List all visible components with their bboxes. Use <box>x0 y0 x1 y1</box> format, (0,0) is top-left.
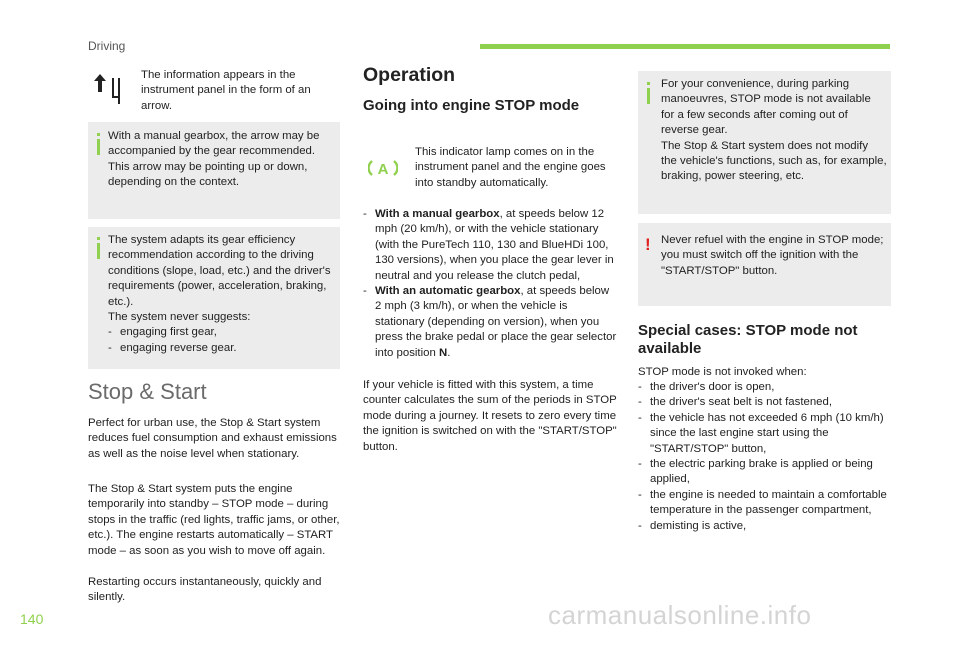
stop-mode-indicator-icon <box>368 157 398 179</box>
list-item: - the engine is needed to maintain a comfortable temperature in the passenger compartment, <box>638 488 892 519</box>
list-item: - engaging reverse gear. <box>108 341 336 356</box>
list-item: - demisting is active, <box>638 519 892 534</box>
list-item: - With a manual gearbox, at speeds below 12 mph (20 km/h), or with the vehicle stationary (with the PureTech 110, 130 and BlueHDi 100, 130 versions), when you place the gear lever in neutral and you release the clutch pedal, <box>363 207 617 284</box>
functions-note-text: The Stop & Start system does not modify the vehicle's functions, such as, for example, braking, power steering, etc. <box>661 139 887 183</box>
list-item: - engaging first gear, <box>108 325 336 340</box>
arrow-info-text: The information appears in the instrument panel in the form of an arrow. <box>141 69 311 112</box>
stop-start-description: The Stop & Start system puts the engine temporarily into standby – STOP mode – during stops in the traffic (red lights, traffic jams, or other, etc.). The engine restarts automatically – START mode – as soon as you wish to move off again. <box>88 483 340 557</box>
svg-text:A: A <box>377 161 389 178</box>
manual-gearbox-note <box>88 122 340 219</box>
info-icon <box>97 243 100 259</box>
gear-efficiency-text: The system adapts its gear efficiency recommendation according to the driving conditions (slope, load, etc.) and the driver's requirements (power, acceleration, braking, etc.). <box>108 234 331 308</box>
list-item: - With an automatic gearbox, at speeds below 2 mph (3 km/h), or when the vehicle is stationary (depending on version), when you press the brake pedal or place the gear selector into position N. <box>363 284 617 361</box>
list-item: - the electric parking brake is applied or being applied, <box>638 457 892 488</box>
info-icon <box>97 139 100 155</box>
parking-manoeuvre-note <box>638 71 891 214</box>
manual-gearbox-note-text: With a manual gearbox, the arrow may be accompanied by the gear recommended. This arrow may be pointing up or down, depending on the context. <box>108 130 320 189</box>
refuel-warning-text: Never refuel with the engine in STOP mode; you must switch off the ignition with the "START/STOP" button. <box>661 234 884 277</box>
parking-note-text: For your convenience, during parking manoeuvres, STOP mode is not available for a few seconds after coming out of reverse gear. <box>661 78 871 137</box>
list-item: - the driver's door is open, <box>638 380 892 395</box>
info-icon <box>647 88 650 104</box>
special-cases-heading: Special cases: STOP mode not available <box>638 322 858 357</box>
list-item: - the driver's seat belt is not fastened, <box>638 395 892 410</box>
indicator-lamp-text: This indicator lamp comes on in the instrument panel and the engine goes into standby automatically. <box>415 146 606 189</box>
stop-start-intro: Perfect for urban use, the Stop & Start system reduces fuel consumption and exhaust emissions as well as the noise level when stationary. <box>88 417 337 460</box>
gear-efficiency-note <box>88 227 340 369</box>
page-number: 140 <box>20 611 44 627</box>
gear-shift-arrow-icon <box>92 72 128 106</box>
section-bar <box>480 44 890 49</box>
special-cases-intro: STOP mode is not invoked when: <box>638 366 807 378</box>
time-counter-text: If your vehicle is fitted with this system, a time counter calculates the sum of the periods in STOP mode during a journey. It resets to zero every time the ignition is switched on with the "START/STOP" button. <box>363 379 617 453</box>
section-label: Driving <box>88 39 126 53</box>
stop-start-heading: Stop & Start <box>88 379 207 404</box>
restart-text: Restarting occurs instantaneously, quickly and silently. <box>88 576 322 604</box>
going-into-stop-heading: Going into engine STOP mode <box>363 97 580 114</box>
list-item: - the vehicle has not exceeded 6 mph (10 km/h) since the last engine start using the "START/STOP" button, <box>638 411 892 457</box>
watermark: carmanualsonline.info <box>548 600 812 630</box>
never-suggests-text: The system never suggests: <box>108 311 251 324</box>
warning-icon: ! <box>645 235 651 254</box>
operation-heading: Operation <box>363 64 456 86</box>
